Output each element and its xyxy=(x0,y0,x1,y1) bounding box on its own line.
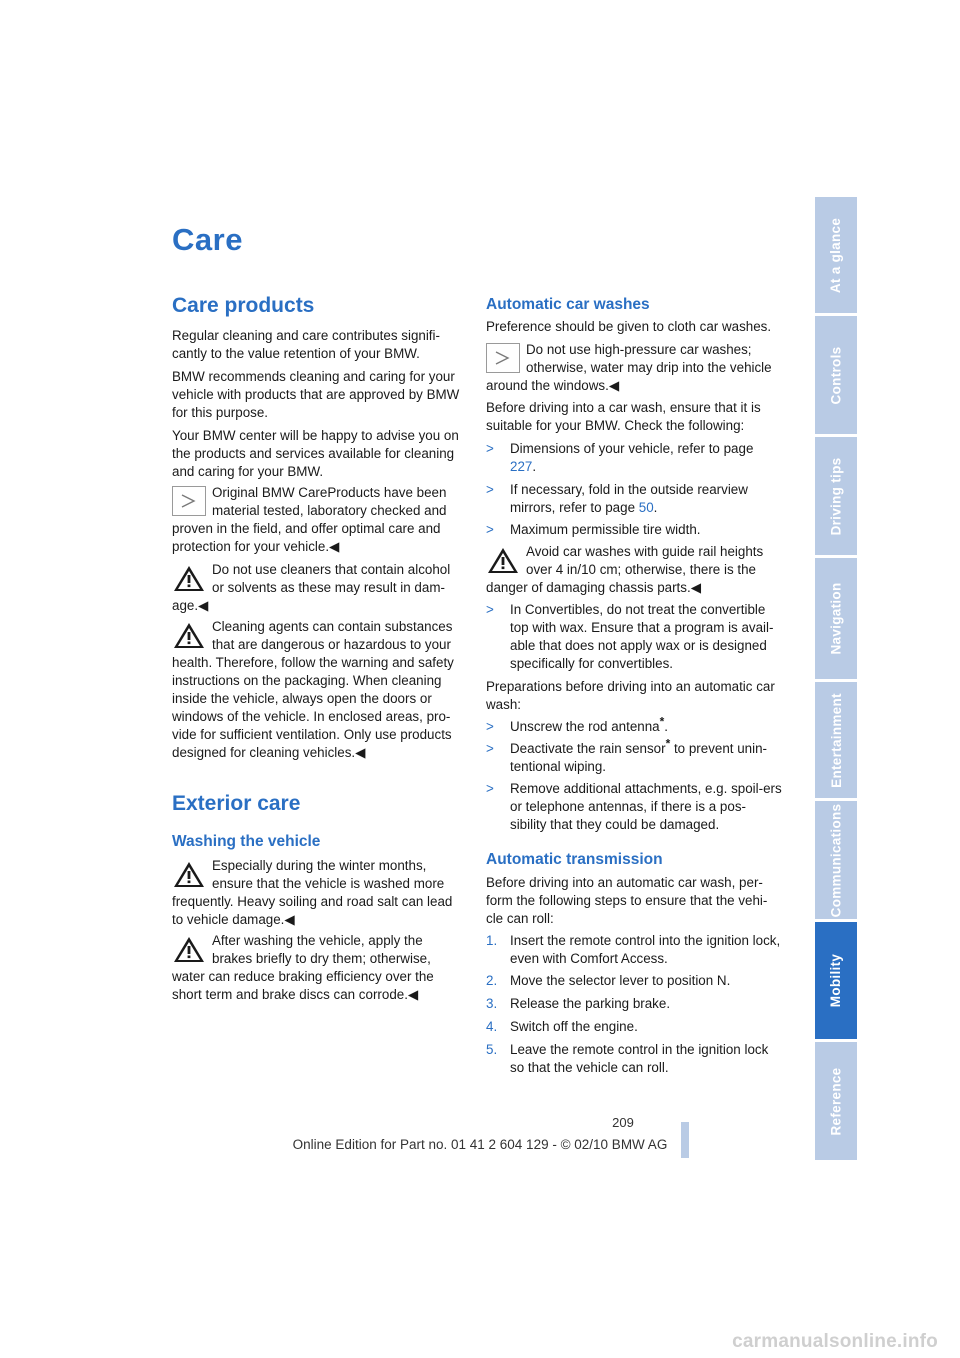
note-icon xyxy=(172,486,206,516)
list-item: 3. Release the parking brake. xyxy=(486,996,671,1011)
page-link[interactable]: 227 xyxy=(510,459,533,474)
section-heading-care-products: Care products xyxy=(172,294,315,317)
paragraph: Your BMW center will be happy to advise you on the products and services available for cleaning and caring for your BMW. xyxy=(172,428,459,479)
note-icon xyxy=(486,343,520,373)
list-item: > Deactivate the rain sensor* to prevent unin-tentional wiping. xyxy=(486,736,768,774)
paragraph: Before driving into a car wash, ensure that it is suitable for your BMW. Check the following: xyxy=(486,400,761,433)
bullet-marker: > xyxy=(486,602,494,617)
subsection-heading-washing: Washing the vehicle xyxy=(172,833,321,850)
tab-driving-tips[interactable]: Driving tips xyxy=(815,437,857,555)
note-block: Do not use high-pressure car washes; otherwise, water may drip into the vehicle around the windows.◀ xyxy=(486,342,772,393)
list-item: 2. Move the selector lever to position N. xyxy=(486,973,731,988)
bullet-marker: > xyxy=(486,719,494,734)
section-heading-exterior-care: Exterior care xyxy=(172,792,301,815)
tab-entertainment[interactable]: Entertainment xyxy=(815,682,857,798)
step-number: 1. xyxy=(486,933,498,948)
list-item: > Unscrew the rod antenna*. xyxy=(486,714,669,734)
tab-at-a-glance[interactable]: At a glance xyxy=(815,197,857,313)
subsection-heading-automatic-car-washes: Automatic car washes xyxy=(486,296,650,313)
list-item: 1. Insert the remote control into the ignition lock, even with Comfort Access. xyxy=(486,933,781,966)
paragraph: Before driving into an automatic car wash, per-form the following steps to ensure that the vehi-cle can roll: xyxy=(486,875,768,926)
warning-block: Do not use cleaners that contain alcohol or solvents as these may result in dam-age.◀ xyxy=(172,562,451,613)
list-item: > Maximum permissible tire width. xyxy=(486,522,701,537)
list-item: 4. Switch off the engine. xyxy=(486,1019,638,1034)
list-item: > In Convertibles, do not treat the convertible top with wax. Ensure that a program is avail-able that does not apply wax or is designed specifically for convertibles. xyxy=(486,602,774,671)
tab-controls[interactable]: Controls xyxy=(815,316,857,434)
warning-block: Avoid car washes with guide rail heights over 4 in/10 cm; otherwise, there is the danger of damaging chassis parts.◀ xyxy=(486,544,764,595)
warning-triangle-icon xyxy=(172,934,206,964)
paragraph: Preparations before driving into an automatic car wash: xyxy=(486,679,775,712)
warning-triangle-icon xyxy=(172,859,206,889)
warning-triangle-icon xyxy=(172,620,206,650)
page-number: 209 xyxy=(612,1115,634,1130)
optional-equipment-star: * xyxy=(659,714,665,729)
bullet-marker: > xyxy=(486,741,494,756)
warning-triangle-icon xyxy=(486,545,520,575)
list-item: > If necessary, fold in the outside rearview mirrors, refer to page 50. xyxy=(486,482,748,515)
subsection-heading-automatic-transmission: Automatic transmission xyxy=(486,851,663,868)
warning-block: Cleaning agents can contain substances that are dangerous or hazardous to your health. Therefore, follow the warning and safety instructions on the packaging. When cleaning inside the vehicle, always open the doors or windows of the vehicle. In enclosed areas, pro-vide for sufficient ventilation. Only use products designed for cleaning vehicles.◀ xyxy=(172,619,454,760)
note-block: Original BMW CareProducts have been material tested, laboratory checked and proven in the field, and offer optimal care and protection for your vehicle.◀ xyxy=(172,485,447,554)
bullet-marker: > xyxy=(486,522,494,537)
step-number: 3. xyxy=(486,996,498,1011)
bullet-marker: > xyxy=(486,482,494,497)
tab-mobility[interactable]: Mobility xyxy=(815,922,857,1039)
step-number: 4. xyxy=(486,1019,498,1034)
warning-block: Especially during the winter months, ensure that the vehicle is washed more frequently. Heavy soiling and road salt can lead to vehicle damage.◀ xyxy=(172,858,453,927)
page-title: Care xyxy=(172,222,243,257)
warning-triangle-icon xyxy=(172,563,206,593)
tab-navigation[interactable]: Navigation xyxy=(815,558,857,679)
step-number: 2. xyxy=(486,973,498,988)
tab-reference[interactable]: Reference xyxy=(815,1042,857,1160)
optional-equipment-star: * xyxy=(665,736,671,751)
watermark: carmanualsonline.info xyxy=(732,1331,938,1352)
bullet-marker: > xyxy=(486,441,494,456)
page-link[interactable]: 50 xyxy=(638,500,654,515)
warning-block: After washing the vehicle, apply the brakes briefly to dry them; otherwise, water can reduce braking efficiency over the short term and brake discs can corrode.◀ xyxy=(172,933,434,1002)
list-item: 5. Leave the remote control in the ignition lock so that the vehicle can roll. xyxy=(486,1042,769,1075)
tab-communications[interactable]: Communications xyxy=(815,801,857,919)
paragraph: Regular cleaning and care contributes signifi-cantly to the value retention of your BMW. xyxy=(172,328,440,361)
list-item: > Dimensions of your vehicle, refer to page 227. xyxy=(486,441,754,474)
step-number: 5. xyxy=(486,1042,498,1057)
paragraph: Preference should be given to cloth car washes. xyxy=(486,319,772,334)
list-item: > Remove additional attachments, e.g. spoil-ers or telephone antennas, if there is a pos-sibility that they could be damaged. xyxy=(486,781,782,832)
bullet-marker: > xyxy=(486,781,494,796)
paragraph: BMW recommends cleaning and caring for your vehicle with products that are approved by BMW for this purpose. xyxy=(172,369,460,420)
footer-edition-note: Online Edition for Part no. 01 41 2 604 129 - © 02/10 BMW AG xyxy=(292,1137,668,1152)
